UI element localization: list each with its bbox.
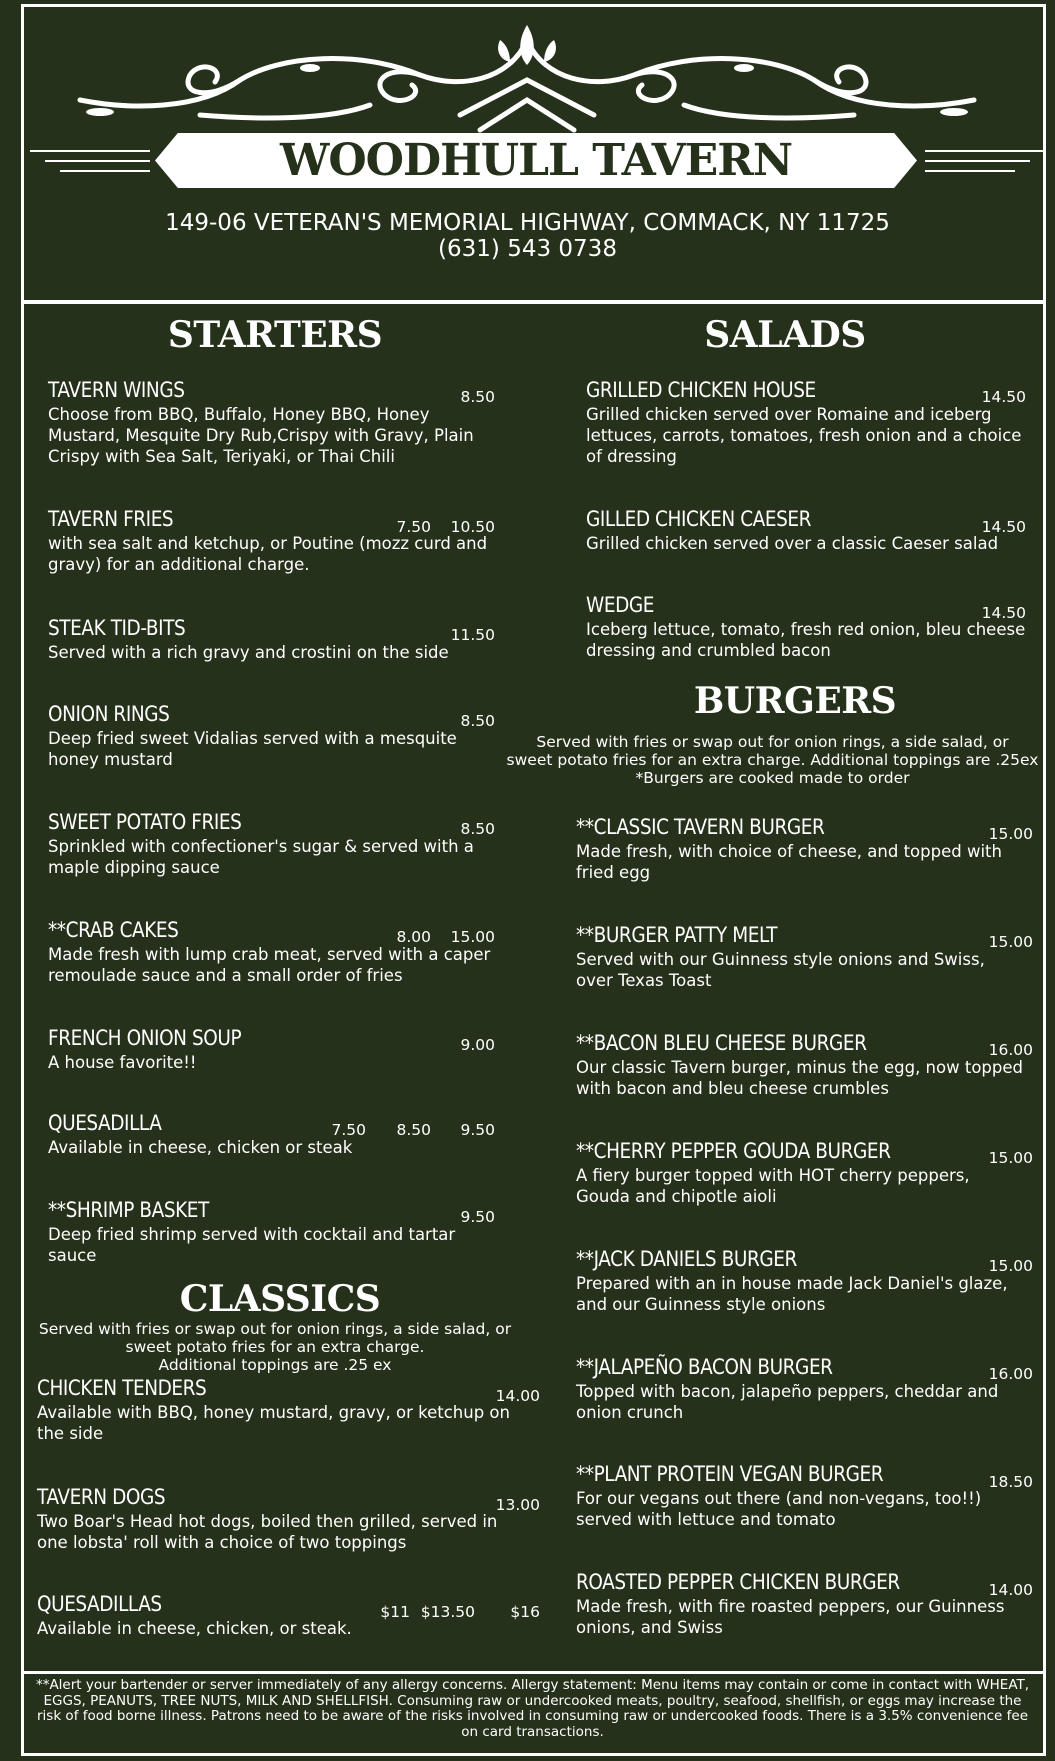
item-name: **SHRIMP BASKET [48, 1198, 209, 1222]
item-name: FRENCH ONION SOUP [48, 1026, 242, 1050]
burgers-note-line: Served with fries or swap out for onion rings, a side salad, or [536, 733, 1009, 751]
menu-item [48, 1024, 498, 1073]
address: 149-06 VETERAN'S MEMORIAL HIGHWAY, COMMACK, NY 11725 [165, 210, 890, 236]
item-desc: Deep fried shrimp served with cocktail and tartar sauce [48, 1225, 456, 1265]
right-streak-3 [925, 170, 1015, 172]
item-desc: Prepared with an in house made Jack Daniel's glaze, and our Guinness style onions [576, 1274, 1008, 1314]
left-streak-2 [45, 160, 150, 162]
menu-item [576, 1568, 1026, 1638]
item-desc: Topped with bacon, jalapeño peppers, cheddar and onion crunch [576, 1382, 999, 1422]
item-price: 9.00 [460, 1036, 495, 1054]
footer-divider [21, 1671, 1046, 1674]
item-price: 18.50 [988, 1473, 1033, 1491]
item-desc: A fiery burger topped with HOT cherry peppers, Gouda and chipotle aioli [576, 1166, 970, 1206]
item-price: 11.50 [450, 626, 495, 644]
classics-note [30, 1320, 520, 1374]
menu-item [576, 1460, 1026, 1530]
item-price: $16 [510, 1603, 540, 1621]
item-name: ONION RINGS [48, 702, 170, 726]
item-desc: Made fresh, with choice of cheese, and topped with fried egg [576, 842, 1002, 882]
menu-item [586, 505, 1026, 554]
item-desc: Served with our Guinness style onions and Swiss, over Texas Toast [576, 950, 985, 990]
menu-item [48, 808, 498, 878]
item-desc: Grilled chicken served over Romaine and iceberg lettuces, carrots, tomatoes, fresh onion and a choice of dressing [586, 405, 1022, 466]
item-name: **JALAPEÑO BACON BURGER [576, 1355, 833, 1379]
item-name: **CHERRY PEPPER GOUDA BURGER [576, 1139, 891, 1163]
item-name: WEDGE [586, 593, 654, 617]
item-desc: Sprinkled with confectioner's sugar & served with a maple dipping sauce [48, 837, 474, 877]
left-streak-3 [60, 170, 150, 172]
scroll-ornament-icon [40, 20, 1015, 135]
item-name: GRILLED CHICKEN HOUSE [586, 378, 816, 402]
item-name: TAVERN FRIES [48, 507, 174, 531]
left-streak-1 [30, 150, 150, 152]
item-name: QUESADILLA [48, 1111, 162, 1135]
item-name: **PLANT PROTEIN VEGAN BURGER [576, 1462, 884, 1486]
salads-heading: SALADS [704, 314, 866, 356]
item-desc: A house favorite!! [48, 1053, 197, 1072]
burgers-note-line: sweet potato fries for an extra charge. Additional toppings are .25ex [506, 751, 1039, 769]
item-name: ROASTED PEPPER CHICKEN BURGER [576, 1570, 900, 1594]
item-desc: Deep fried sweet Vidalias served with a mesquite honey mustard [48, 729, 457, 769]
item-price: $11 [380, 1603, 410, 1621]
item-price: 10.50 [450, 518, 495, 536]
restaurant-title: WOODHULL TAVERN [279, 135, 793, 186]
menu-item [576, 921, 1026, 991]
item-desc: Served with a rich gravy and crostini on the side [48, 643, 449, 662]
classics-note-line: sweet potato fries for an extra charge. [125, 1338, 425, 1356]
item-name: SWEET POTATO FRIES [48, 810, 242, 834]
item-price: 14.50 [981, 388, 1026, 406]
burgers-heading: BURGERS [693, 680, 897, 722]
menu-item [48, 505, 498, 575]
item-desc: with sea salt and ketchup, or Poutine (mozz curd and gravy) for an additional charge. [48, 534, 488, 574]
menu-item [576, 1137, 1026, 1207]
item-price: 13.00 [495, 1496, 540, 1514]
menu-item [48, 700, 498, 770]
classics-note-line: Served with fries or swap out for onion rings, a side salad, or [38, 1320, 512, 1338]
item-name: **BURGER PATTY MELT [576, 923, 778, 947]
item-desc: Available in cheese, chicken or steak [48, 1138, 353, 1157]
item-price: 15.00 [988, 1149, 1033, 1167]
item-desc: Grilled chicken served over a classic Caeser salad [586, 534, 999, 553]
allergy-statement: **Alert your bartender or server immediately of any allergy concerns. Allergy statement: Menu items may contain or come in contact with WHEAT, EGGS, PEANUTS, TREE NUTS, MILK AND SHELLFISH. Consuming raw or undercooked meats, poultry, seafood, shellfish, or eggs may increase the risk of food borne illness. Patrons need to be aware of the risks involved in consuming raw or undercooked foods. There is a 3.5% convenience fee on card transactions. [35, 1677, 1030, 1740]
item-price: 14.00 [495, 1387, 540, 1405]
menu-item [576, 1245, 1026, 1315]
menu-item [37, 1483, 527, 1553]
item-name: **JACK DANIELS BURGER [576, 1247, 797, 1271]
item-price: $13.50 [420, 1603, 475, 1621]
burgers-note-line: *Burgers are cooked made to order [635, 769, 910, 787]
phone: (631) 543 0738 [438, 236, 617, 262]
item-name: **BACON BLEU CHEESE BURGER [576, 1031, 867, 1055]
item-name: CHICKEN TENDERS [37, 1376, 207, 1400]
item-price: 9.50 [460, 1121, 495, 1139]
item-name: QUESADILLAS [37, 1592, 162, 1616]
starters-heading: STARTERS [167, 314, 383, 356]
item-desc: Iceberg lettuce, tomato, fresh red onion, bleu cheese dressing and crumbled bacon [586, 620, 1026, 660]
menu-item [48, 1196, 498, 1266]
item-price: 8.50 [460, 388, 495, 406]
item-desc: Available in cheese, chicken, or steak. [37, 1619, 352, 1638]
item-price: 16.00 [988, 1041, 1033, 1059]
item-name: TAVERN DOGS [37, 1485, 166, 1509]
item-desc: Made fresh with lump crab meat, served with a caper remoulade sauce and a small order of fries [48, 945, 491, 985]
right-streak-1 [925, 150, 1045, 152]
item-price: 7.50 [396, 518, 431, 536]
item-price: 15.00 [988, 933, 1033, 951]
item-desc: For our vegans out there (and non-vegans, too!!) served with lettuce and tomato [576, 1489, 982, 1529]
header-divider [21, 300, 1046, 304]
menu-item [48, 916, 498, 986]
item-name: **CRAB CAKES [48, 918, 179, 942]
item-price: 14.50 [981, 604, 1026, 622]
item-price: 8.50 [460, 712, 495, 730]
menu-item [48, 376, 498, 467]
item-name: **CLASSIC TAVERN BURGER [576, 815, 825, 839]
menu-item [576, 1029, 1026, 1099]
item-desc: Two Boar's Head hot dogs, boiled then grilled, served in one lobsta' roll with a choice of two toppings [37, 1512, 498, 1552]
item-price: 7.50 [331, 1121, 366, 1139]
item-price: 16.00 [988, 1365, 1033, 1383]
menu-item [37, 1374, 527, 1444]
item-name: TAVERN WINGS [48, 378, 185, 402]
item-price: 8.50 [396, 1121, 431, 1139]
menu-item [586, 376, 1026, 467]
item-name: STEAK TID-BITS [48, 616, 186, 640]
item-price: 9.50 [460, 1208, 495, 1226]
menu-item [48, 614, 498, 663]
item-desc: Available with BBQ, honey mustard, gravy, or ketchup on the side [37, 1403, 510, 1443]
menu-item [586, 591, 1026, 661]
classics-heading: CLASSICS [179, 1278, 381, 1320]
item-desc: Our classic Tavern burger, minus the egg, now topped with bacon and bleu cheese crumbles [576, 1058, 1023, 1098]
item-desc: Made fresh, with fire roasted peppers, our Guinness onions, and Swiss [576, 1597, 1005, 1637]
item-price: 14.50 [981, 518, 1026, 536]
right-streak-2 [925, 160, 1030, 162]
menu-item [576, 1353, 1026, 1423]
item-price: 15.00 [988, 825, 1033, 843]
item-price: 15.00 [988, 1257, 1033, 1275]
item-price: 8.50 [460, 820, 495, 838]
item-name: GILLED CHICKEN CAESER [586, 507, 812, 531]
item-price: 15.00 [450, 928, 495, 946]
classics-note-line: Additional toppings are .25 ex [158, 1356, 392, 1374]
item-desc: Choose from BBQ, Buffalo, Honey BBQ, Honey Mustard, Mesquite Dry Rub,Crispy with Gravy, Plain Crispy with Sea Salt, Teriyaki, or Thai Chili [48, 405, 474, 466]
menu-item [576, 813, 1026, 883]
item-price: 14.00 [988, 1581, 1033, 1599]
item-price: 8.00 [396, 928, 431, 946]
burgers-note [500, 733, 1045, 787]
